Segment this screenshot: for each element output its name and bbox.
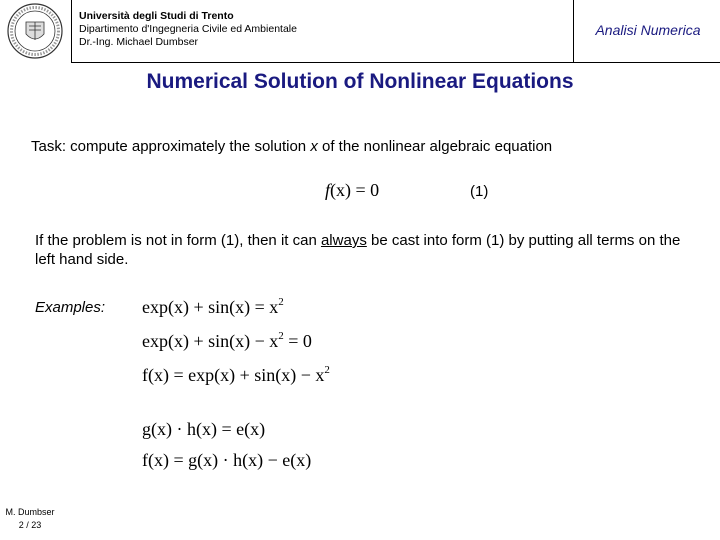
header-info	[79, 10, 297, 49]
header-rule	[71, 62, 720, 63]
university-name: Università degli Studi di Trento	[79, 10, 234, 22]
university-seal-icon	[4, 2, 66, 60]
examples-label: Examples:	[35, 299, 106, 316]
example-equation-5: f(x) = g(x) · h(x) − e(x)	[142, 450, 312, 470]
slide-title: Numerical Solution of Nonlinear Equations	[146, 70, 574, 93]
task-prefix: Task: compute approximately the solution	[31, 138, 311, 155]
example-equation-2: $\exp(x) + \sin(x) - x^2 = 0$	[142, 330, 312, 351]
main-equation: f(x) = 0	[325, 180, 380, 200]
department-name: Dipartimento d'Ingegneria Civile ed Ambientale	[79, 23, 297, 35]
emphasis-always: always	[320, 232, 367, 249]
task-suffix: of the nonlinear algebraic equation	[317, 138, 553, 155]
example-equation-1: $\exp(x) + \sin(x) = x^2$	[142, 296, 284, 317]
logo-box	[0, 0, 72, 62]
author-name: Dr.-Ing. Michael Dumbser	[79, 36, 199, 48]
cast-text: If the problem is not in form (1), then it can always be cast into form (1) by putting all terms on the left hand side.	[35, 232, 681, 268]
example-equation-4: g(x) · h(x) = e(x)	[142, 419, 266, 439]
footer-author: M. Dumbser	[5, 507, 55, 517]
example-equation-3: $f(x) = \exp(x) + \sin(x) - x^2$	[142, 364, 330, 385]
task-variable: x	[310, 138, 318, 155]
header-divider	[573, 0, 574, 62]
page-number: 2 / 23	[18, 520, 42, 530]
course-name: Analisi Numerica	[595, 22, 701, 38]
equation-number: (1)	[470, 183, 489, 200]
task-text	[31, 138, 552, 155]
